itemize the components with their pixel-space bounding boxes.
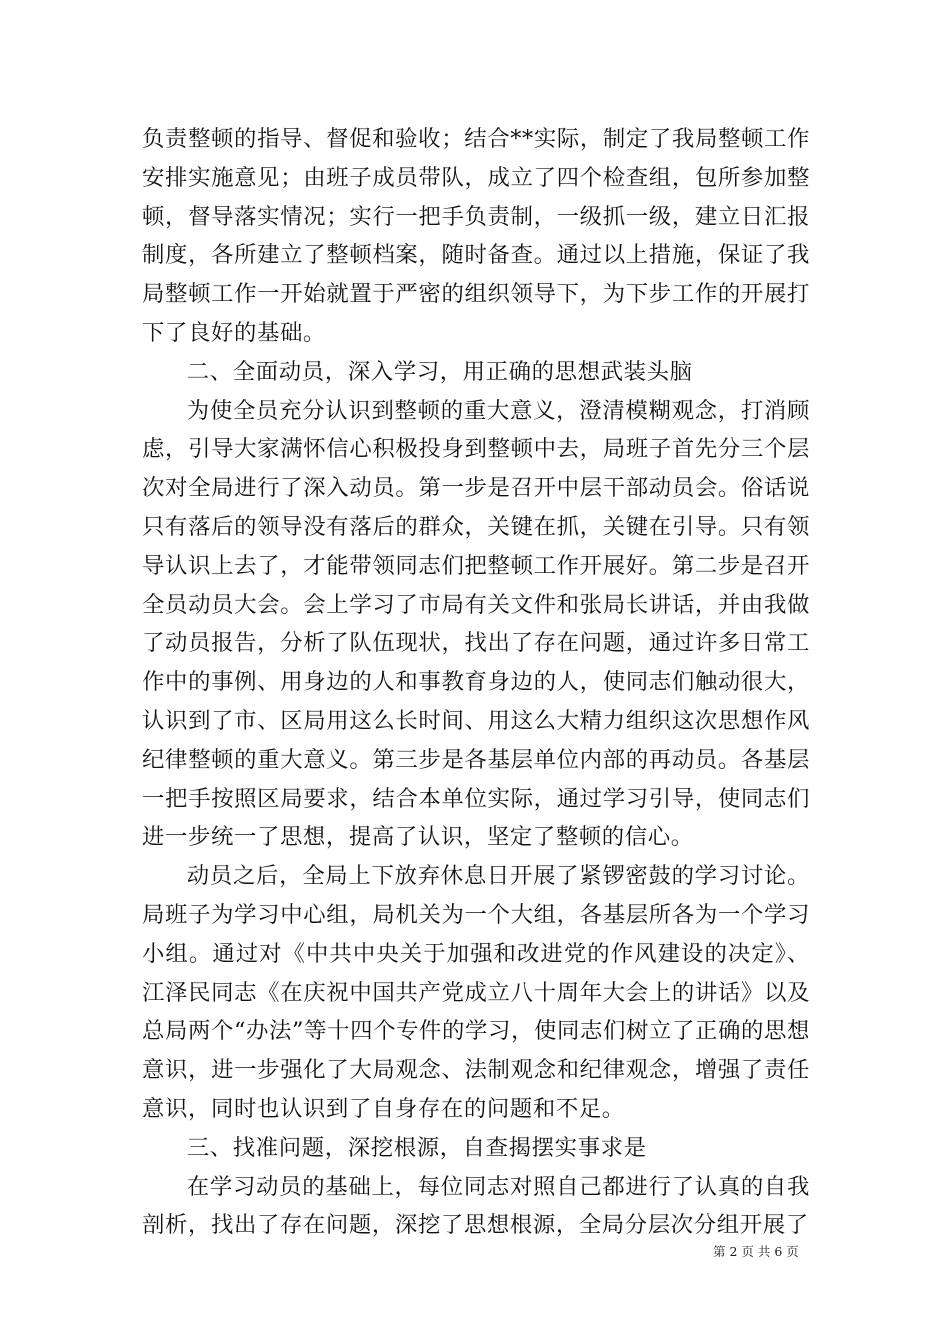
paragraph-4: 动员之后，全局上下放弃休息日开展了紧锣密鼓的学习讨论。局班子为学习中心组，局机关为一个大组，各基层所各为一个学习小组。通过对《中共中央关于加强和改进党的作风建设的决定》、江泽民同志《在庆祝中国共产党成立八十周年大会上的讲话》以及总局两个“办法”等十四个专件的学习，使同志们树立了正确的思想意识，进一步强化了大局观念、法制观念和纪律观念，增强了责任意识，同时也认识到了自身存在的问题和不足。 <box>142 863 810 1122</box>
page-number-footer: 第 2 页 共 6 页 <box>713 1244 799 1259</box>
paragraph-1: 负责整顿的指导、督促和验收；结合**实际，制定了我局整顿工作安排实施意见；由班子成员带队，成立了四个检查组，包所参加整顿，督导落实情况；实行一把手负责制，一级抓一级，建立日汇报制度，各所建立了整顿档案，随时备查。通过以上措施，保证了我局整顿工作一开始就置于严密的组织领导下，为下步工作的开展打下了良好的基础。 <box>142 126 810 346</box>
paragraph-6: 在学习动员的基础上，每位同志对照自己都进行了认真的自我剖析，找出了存在问题，深挖了思想根源，全局分层次分组开展了 <box>142 1173 810 1239</box>
section-heading-3: 三、找准问题，深挖根源，自查揭摆实事求是 <box>186 1134 647 1161</box>
section-heading-2: 二、全面动员，深入学习，用正确的思想武装头脑 <box>186 358 693 385</box>
paragraph-3: 为使全员充分认识到整顿的重大意义，澄清模糊观念，打消顾虑，引导大家满怀信心积极投身到整顿中去，局班子首先分三个层次对全局进行了深入动员。第一步是召开中层干部动员会。俗话说只有落后的领导没有落后的群众，关键在抓，关键在引导。只有领导认识上去了，才能带领同志们把整顿工作开展好。第二步是召开全员动员大会。会上学习了市局有关文件和张局长讲话，并由我做了动员报告，分析了队伍现状，找出了存在问题，通过许多日常工作中的事例、用身边的人和事教育身边的人，使同志们触动很大，认识到了市、区局用这么长时间、用这么大精力组织这次思想作风纪律整顿的重大意义。第三步是各基层单位内部的再动员。各基层一把手按照区局要求，结合本单位实际，通过学习引导，使同志们进一步统一了思想，提高了认识，坚定了整顿的信心。 <box>142 397 810 851</box>
document-body <box>142 120 810 1245</box>
